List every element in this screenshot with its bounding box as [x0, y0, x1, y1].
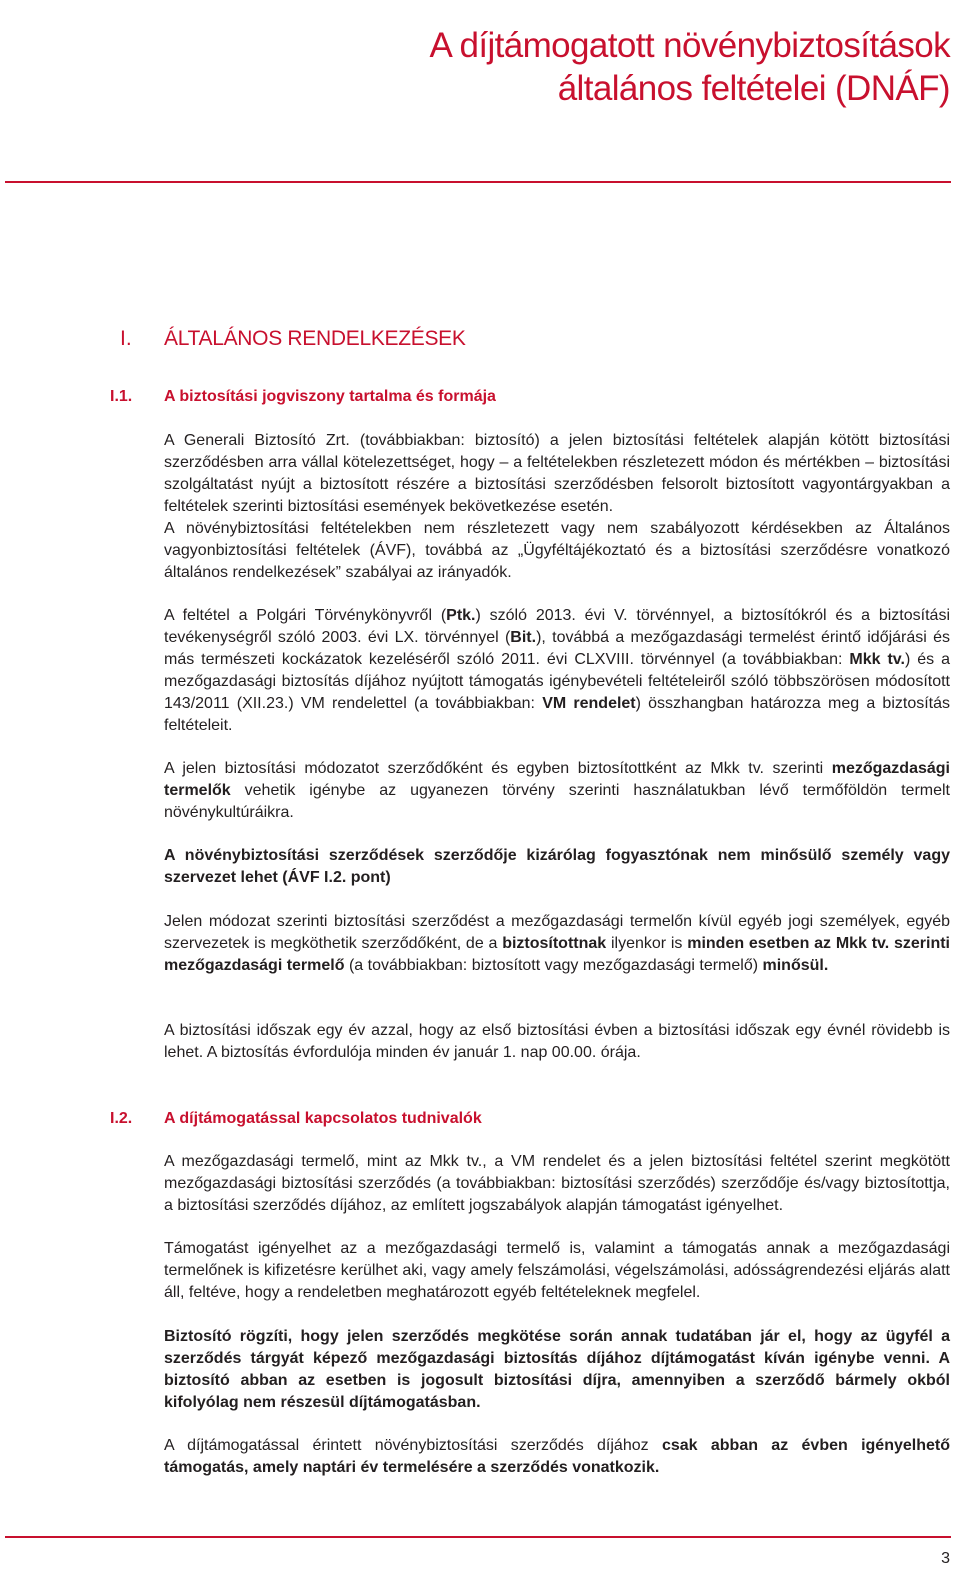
paragraph-9: Biztosító rögzíti, hogy jelen szerződés megkötése során annak tudatában jár el, hogy az ügyfél a szerződés tárgyát képező mezőgazdasági biztosítás díjához díjtámogatást kíván igénybe venni. A biztosító abban az esetben is jogosult biztosítási díjra, amennyiben a szerződő bármely okból kifolyólag nem részesül díjtámogatásban. [164, 1328, 950, 1411]
subsection-title-1: A biztosítási jogviszony tartalma és formája [164, 388, 496, 405]
section-number: I. [120, 327, 132, 350]
paragraph-6: A biztosítási időszak egy év azzal, hogy az első biztosítási évben a biztosítási időszak egy évnél rövidebb is lehet. A biztosítás évfordulója minden év január 1. nap 00.00. órája. [164, 1022, 950, 1061]
paragraph-1b: A növénybiztosítási feltételekben nem részletezett vagy nem szabályozott kérdésekben az Általános vagyonbiztosítási feltételek (ÁVF), továbbá az „Ügyféltájékoztató és a biztosítási szerződésre vonatkozó általános rendelkezések” szabályai az irányadók. [164, 520, 950, 581]
paragraph-4: A növénybiztosítási szerződések szerződője kizárólag fogyasztónak nem minősülő személy vagy szervezet lehet (ÁVF I.2. pont) [164, 847, 950, 886]
document-title [250, 24, 950, 110]
paragraph-1a: A Generali Biztosító Zrt. (továbbiakban: biztosító) a jelen biztosítási feltételek alapján kötött biztosítási szerződésben arra vállal kötelezettséget, hogy – a feltételekben részletezett módon és mértékben – biztosítási szolgáltatást nyújt a biztosított részére a biztosítási szerződésben felsorolt biztosított vagyontárgyakban a feltételek szerinti biztosítási események bekövetkezése esetén. [164, 432, 950, 515]
paragraph-8: Támogatást igényelhet az a mezőgazdasági termelő is, valamint a támogatás annak a mezőgazdasági termelőnek is kifizetésre kerülhet aki, vagy amely felszámolási, végelszámolási, adósságrendezési eljárás alatt áll, feltéve, hogy a rendeletben meghatározott egyéb feltételeknek megfelel. [164, 1240, 950, 1301]
footer-divider [5, 1536, 951, 1538]
subsection-number-2: I.2. [110, 1110, 133, 1127]
title-line-2: általános feltételei (DNÁF) [557, 69, 950, 108]
paragraph-2: A feltétel a Polgári Törvénykönyvről (Ptk.) szóló 2013. évi V. törvénnyel, a biztosítókról és a biztosítási tevékenységről szóló 2003. évi LX. törvénnyel (Bit.), továbbá a mezőgazdasági termelést érintő időjárási és más természeti kockázatok kezeléséről szóló 2011. évi CLXVIII. törvénnyel (a továbbiakban: Mkk tv.) és a mezőgazdasági biztosítás díjához nyújtott támogatás igénybevételi feltételeiről szóló többszörösen módosított 143/2011 (XII.23.) VM rendelettel (a továbbiakban: VM rendelet) összhangban határozza meg a biztosítás feltételeit. [164, 607, 951, 734]
page-number: 3 [941, 1550, 950, 1567]
header-divider [5, 181, 951, 183]
title-line-1: A díjtámogatott növénybiztosítások [429, 26, 950, 65]
paragraph-3: A jelen biztosítási módozatot szerződőként és egyben biztosítottként az Mkk tv. szerinti mezőgazdasági termelők vehetik igénybe az ugyanezen törvény szerinti használatukban lévő termőföldön termelt növénykultúráikra. [164, 760, 950, 821]
paragraph-7: A mezőgazdasági termelő, mint az Mkk tv., a VM rendelet és a jelen biztosítási feltétel szerint megkötött mezőgazdasági biztosítási szerződés (a továbbiakban: biztosítási szerződés) szerződője és/vagy biztosítottja, a biztosítási szerződés díjához, az említett jogszabályok alapján támogatást igényelhet. [164, 1153, 950, 1214]
section-title: ÁLTALÁNOS RENDELKEZÉSEK [164, 327, 466, 350]
paragraph-5: Jelen módozat szerinti biztosítási szerződést a mezőgazdasági termelőn kívül egyéb jogi személyek, egyéb szervezetek is megköthetik szerződőként, de a biztosítottnak ilyenkor is minden esetben az Mkk tv. szerinti mezőgazdasági termelő (a továbbiakban: biztosított vagy mezőgazdasági termelő) minősül. [164, 913, 951, 974]
subsection-title-2: A díjtámogatással kapcsolatos tudnivalók [164, 1110, 482, 1127]
paragraph-10: A díjtámogatással érintett növénybiztosítási szerződés díjához csak abban az évben igényelhető támogatás, amely naptári év termelésére a szerződés vonatkozik. [164, 1437, 950, 1476]
subsection-number-1: I.1. [110, 388, 133, 405]
